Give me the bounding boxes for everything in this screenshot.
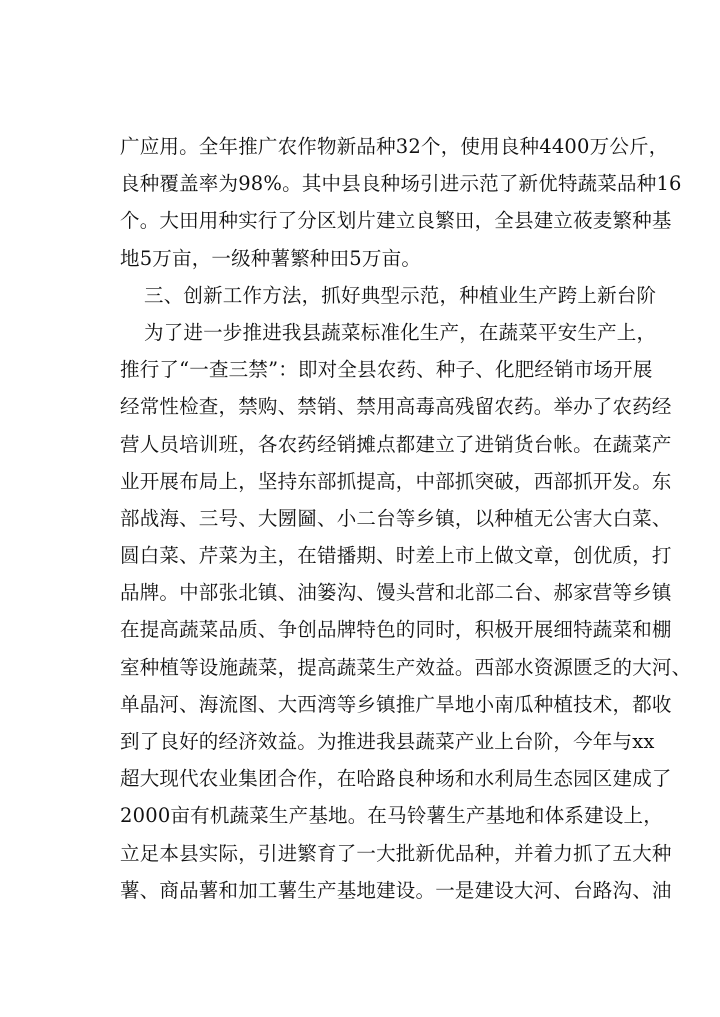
text-line: 部战海、三号、大圐圙、小二台等乡镇，以种植无公害大白菜、 bbox=[120, 506, 672, 530]
text-line: 地5万亩，一级种薯繁种田5万亩。 bbox=[120, 246, 422, 270]
text-line: 推行了“一查三禁”：即对全县农药、种子、化肥经销市场开展 bbox=[120, 358, 653, 382]
text-line: 业开展布局上，坚持东部抓提高，中部抓突破，西部抓开发。东 bbox=[120, 469, 672, 493]
text-line: 室种植等设施蔬菜，提高蔬菜生产效益。西部水资源匮乏的大河、 bbox=[120, 655, 692, 679]
text-line: 单晶河、海流图、大西湾等乡镇推广旱地小南瓜种植技术，都收 bbox=[120, 692, 672, 716]
text-line: 薯、商品薯和加工薯生产基地建设。一是建设大河、台路沟、油 bbox=[120, 878, 672, 902]
text-line: 品牌。中部张北镇、油篓沟、馒头营和北部二台、郝家营等乡镇 bbox=[120, 581, 672, 605]
text-line: 到了良好的经济效益。为推进我县蔬菜产业上台阶，今年与xx bbox=[120, 730, 655, 753]
text-line: 良种覆盖率为98%。其中县良种场引进示范了新优特蔬菜品种16 bbox=[120, 172, 682, 196]
text-line: 圆白菜、芹菜为主，在错播期、时差上市上做文章，创优质，打 bbox=[120, 544, 672, 568]
text-line: 广应用。全年推广农作物新品种32个，使用良种4400万公斤， bbox=[120, 135, 669, 158]
text-line: 营人员培训班，各农药经销摊点都建立了进销货台帐。在蔬菜产 bbox=[120, 432, 672, 456]
text-line: 经常性检查，禁购、禁销、禁用高毒高残留农药。举办了农药经 bbox=[120, 395, 672, 419]
body-text bbox=[120, 128, 692, 909]
section-heading: 三、创新工作方法，抓好典型示范，种植业生产跨上新台阶 bbox=[144, 283, 657, 307]
text-line: 立足本县实际，引进繁育了一大批新优品种，并着力抓了五大种 bbox=[120, 841, 672, 865]
text-line: 超大现代农业集团合作，在哈路良种场和水利局生态园区建成了 bbox=[120, 767, 672, 791]
paragraph-first-line: 为了进一步推进我县蔬菜标准化生产，在蔬菜平安生产上， bbox=[144, 320, 657, 344]
text-line: 个。大田用种实行了分区划片建立良繁田，全县建立莜麦繁种基 bbox=[120, 209, 672, 233]
text-line: 在提高蔬菜品质、争创品牌特色的同时，积极开展细特蔬菜和棚 bbox=[120, 618, 672, 642]
text-line: 2000亩有机蔬菜生产基地。在马铃薯生产基地和体系建设上， bbox=[120, 804, 663, 828]
